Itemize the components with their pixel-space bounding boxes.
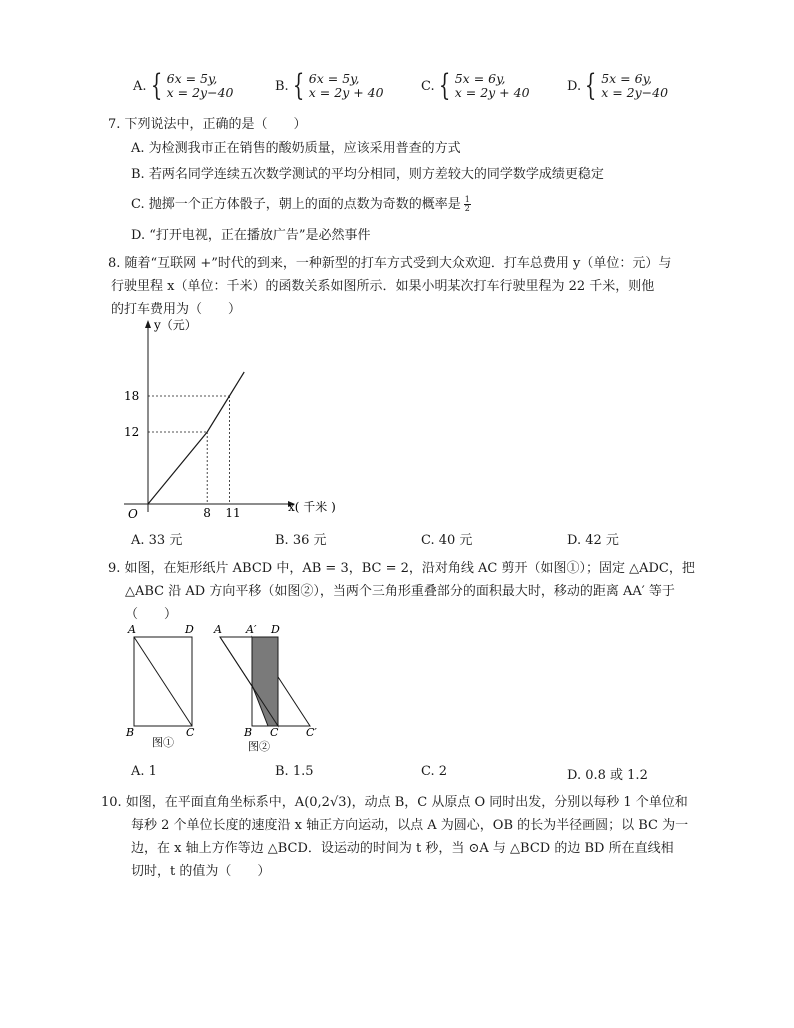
q9-line-3: （ ） (125, 607, 178, 622)
q9-option-b[interactable]: B. 1.5 (275, 764, 314, 779)
x-tick-label-11: 11 (225, 506, 241, 520)
x-tick-label-8: 8 (203, 506, 211, 520)
svg-text:A: A (128, 623, 136, 636)
q10-line-3: 边，在 x 轴上方作等边 △BCD．设运动的时间为 t 秒，当 ⊙A 与 △BCD 的边 BD 所在直线相 (131, 841, 674, 856)
figure-2 (213, 623, 317, 753)
overlap-region (252, 637, 278, 726)
q6-option-c[interactable]: C. { 5x = 6y, x = 2y + 40 (421, 68, 530, 103)
svg-text:C: C (186, 726, 195, 739)
x-axis-label: x( 千米 ) (288, 500, 336, 514)
origin-label: O (128, 507, 138, 520)
q6-option-b-eq1: 6x = 5y, (308, 71, 360, 86)
svg-text:A′: A′ (246, 623, 257, 636)
q9-line-1: 9. 如图，在矩形纸片 ABCD 中，AB = 3，BC = 2，沿对角线 AC 剪开（如图①）；固定 △ADC，把 (108, 561, 695, 576)
q6-option-a-eq1: 6x = 5y, (166, 71, 218, 86)
q7-stem: 7. 下列说法中，正确的是（ ） (108, 117, 307, 132)
q8-option-a[interactable]: A. 33 元 (131, 533, 183, 548)
q7-option-a[interactable]: A. 为检测我市正在销售的酸奶质量，应该采用普查的方式 (131, 141, 461, 156)
q7-option-d[interactable]: D. “打开电视，正在播放广告”是必然事件 (131, 228, 371, 243)
q9-option-c[interactable]: C. 2 (421, 764, 448, 779)
q6-option-b-eq2: x = 2y + 40 (308, 85, 384, 100)
diagonal-ac (134, 637, 192, 726)
q7-option-b[interactable]: B. 若两名同学连续五次数学测试的平均分相同，则方差较大的同学数学成绩更稳定 (131, 167, 604, 182)
q6-option-d-eq1: 5x = 6y, (601, 71, 652, 86)
svg-text:C′: C′ (306, 726, 317, 739)
q6-option-d-eq2: x = 2y−40 (601, 85, 669, 100)
y-axis-arrow (145, 320, 151, 328)
q10-line-2: 每秒 2 个单位长度的速度沿 x 轴正方向运动，以点 A 为圆心，OB 的长为半径画圆；以 BC 为一 (131, 818, 689, 833)
q6-option-a-eq2: x = 2y−40 (166, 85, 234, 100)
q7-option-c[interactable]: C. 抛掷一个正方体骰子，朝上的面的点数为奇数的概率是 $\frac{1}{2}$ (131, 195, 470, 213)
y-tick-label-18: 18 (124, 389, 140, 403)
q8-chart (118, 314, 358, 520)
q8-line-3: 的打车费用为（ ） (111, 302, 242, 317)
q8-option-d[interactable]: D. 42 元 (567, 533, 619, 548)
q6-option-b[interactable]: B. { 6x = 5y, x = 2y + 40 (275, 68, 384, 103)
q9-figures (122, 620, 332, 758)
svg-text:D: D (271, 623, 280, 636)
y-tick-label-12: 12 (124, 425, 140, 439)
svg-text:B: B (244, 726, 253, 739)
q6-option-a[interactable]: A. { 6x = 5y, x = 2y−40 (133, 68, 234, 103)
y-axis-label: y（元） (154, 318, 197, 332)
q10-line-4: 切时，t 的值为（ ） (131, 864, 271, 879)
q10-line-1: 10. 如图，在平面直角坐标系中，A(0,2√3)，动点 B，C 从原点 O 同时出发，分别以每秒 1 个单位和 (101, 795, 688, 810)
q8-line-1: 8. 随着“互联网 +”时代的到来，一种新型的打车方式受到大众欢迎．打车总费用 y（单位：元）与 (108, 256, 672, 271)
q6-option-c-eq2: x = 2y + 40 (454, 85, 530, 100)
q8-option-b[interactable]: B. 36 元 (275, 533, 327, 548)
q9-option-d[interactable]: D. 0.8 或 1.2 (567, 768, 648, 783)
q8-line-2: 行驶里程 x（单位：千米）的函数关系如图所示．如果小明某次打车行驶里程为 22 千米，则他 (111, 279, 655, 294)
svg-text:B: B (126, 726, 135, 739)
svg-text:A: A (214, 623, 222, 636)
q9-line-2: △ABC 沿 AD 方向平移（如图②），当两个三角形重叠部分的面积最大时，移动的距离 AA′ 等于 (125, 584, 675, 599)
svg-text:C: C (270, 726, 279, 739)
q9-option-a[interactable]: A. 1 (131, 764, 157, 779)
q6-option-c-eq1: 5x = 6y, (454, 71, 506, 86)
svg-text:D: D (185, 623, 194, 636)
svg-text:图①: 图① (152, 736, 174, 749)
q8-option-c[interactable]: C. 40 元 (421, 533, 473, 548)
figure-1 (125, 623, 195, 749)
svg-text:图②: 图② (248, 740, 270, 753)
q7-fraction: $\frac{1}{2}$ (464, 195, 470, 213)
q6-option-d[interactable]: D. { 5x = 6y, x = 2y−40 (567, 68, 669, 103)
